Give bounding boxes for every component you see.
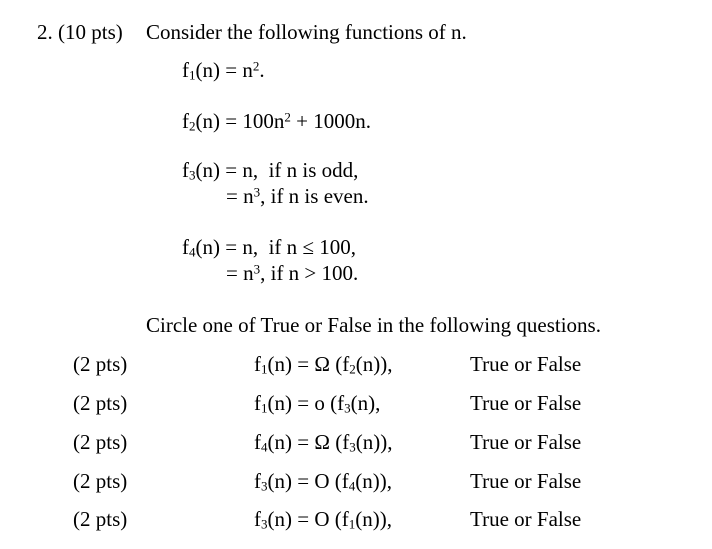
question-statement: $f_1(n) = o$ ($f_3(n)$, (254, 391, 381, 416)
problem-statement: Consider the following functions of n. (146, 20, 467, 44)
question-statement: $f_3(n) = O$ $(f_1(n))$, (254, 507, 392, 532)
function-f3-line2: = $n^3$, if n is even. (226, 184, 369, 208)
function-f4-line1: $f_4(n) = n$, if n ≤ 100, (182, 235, 356, 260)
instruction-text: Circle one of True or False in the following questions. (146, 313, 601, 337)
question-statement: $f_4(n) = \Omega$ $(f_3(n))$, (254, 430, 393, 455)
function-f1: $f_1(n) = n^2$. (182, 58, 265, 83)
true-false-choice[interactable]: True or False (470, 391, 582, 415)
true-false-choice[interactable]: True or False (470, 430, 582, 454)
question-points: (2 pts) (73, 507, 128, 531)
true-false-choice[interactable]: True or False (470, 507, 582, 531)
function-f3-line1: $f_3(n) = n$, if n is odd, (182, 158, 359, 183)
function-f4-line2: = $n^3$, if n > 100. (226, 261, 359, 285)
question-statement: $f_1(n) = \Omega$ $(f_2(n))$, (254, 352, 393, 377)
true-false-choice[interactable]: True or False (470, 352, 582, 376)
question-points: (2 pts) (73, 430, 128, 454)
question-points: (2 pts) (73, 352, 128, 376)
true-false-choice[interactable]: True or False (470, 469, 582, 493)
question-points: (2 pts) (73, 469, 128, 493)
problem-number: 2. (10 pts) (37, 20, 123, 44)
question-statement: $f_3(n) = O$ $(f_4(n))$, (254, 469, 392, 494)
function-f2: $f_2(n) = 100n^2 + 1000n$. (182, 109, 371, 134)
question-points: (2 pts) (73, 391, 128, 415)
